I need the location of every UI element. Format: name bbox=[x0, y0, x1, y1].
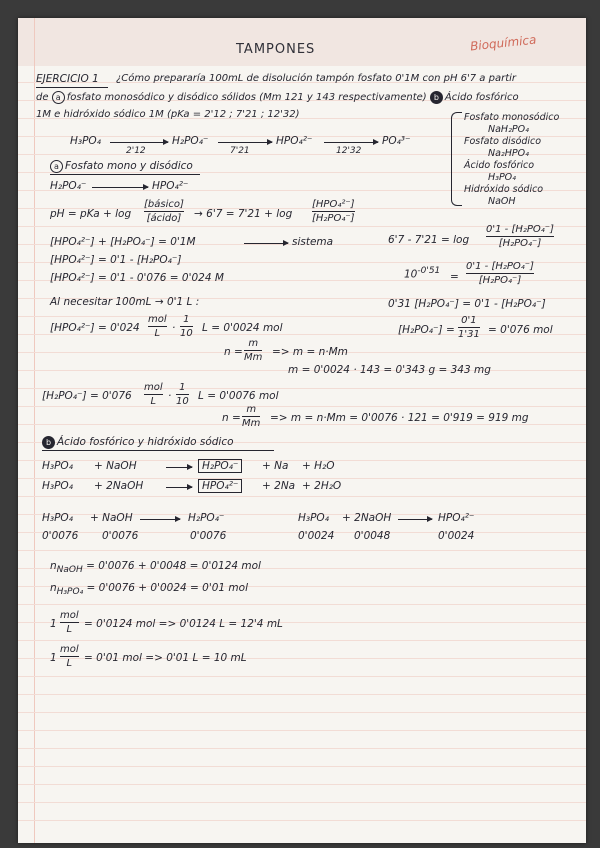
ruled-line bbox=[18, 550, 586, 551]
pka-1: 2'12 bbox=[126, 146, 146, 156]
stoich-2-val-base: 0'0048 bbox=[354, 530, 391, 542]
side-list-item: Na₂HPO₄ bbox=[488, 148, 529, 159]
sistema-arrow bbox=[244, 243, 288, 244]
stoich-1-val-base: 0'0076 bbox=[102, 530, 139, 542]
side-list-item: Hidróxido sódico bbox=[464, 184, 544, 195]
side-list-item: NaH₂PO₄ bbox=[488, 124, 529, 135]
ruled-line bbox=[18, 406, 586, 407]
stoich-1-product: H₂PO₄⁻ bbox=[188, 512, 225, 524]
reaction-2-water: + 2H₂O bbox=[302, 480, 342, 492]
stoich-2-arrow bbox=[398, 519, 432, 520]
sum-equation: [HPO₄²⁻] + [H₂PO₄⁻] = 0'1M bbox=[50, 236, 196, 248]
ruled-line bbox=[18, 388, 586, 389]
ruled-line bbox=[18, 316, 586, 317]
reaction-2-acid: H₃PO₄ bbox=[42, 480, 73, 492]
equation-a: [HPO₄²⁻] = 0'1 - [H₂PO₄⁻] bbox=[50, 254, 182, 266]
ruled-line bbox=[18, 604, 586, 605]
exercise-label: EJERCICIO 1 bbox=[36, 73, 99, 85]
hh-middle: → 6'7 = 7'21 + log bbox=[194, 208, 293, 220]
side-list-item: Fosfato monosódico bbox=[464, 112, 560, 123]
hpo4-unit-fraction: mol L bbox=[148, 314, 167, 339]
h2po4-result-left: [H₂PO₄⁻] = bbox=[398, 324, 455, 336]
side-list-brace bbox=[451, 112, 462, 206]
volume-2-right: = 0'01 mol => 0'01 L = 10 mL bbox=[84, 652, 247, 664]
exercise-underline bbox=[36, 87, 108, 88]
exponent-fraction: 0'1 - [H₂PO₄⁻] [H₂PO₄⁻] bbox=[466, 261, 534, 286]
ruled-line bbox=[18, 694, 586, 695]
part-b-marker: b bbox=[42, 436, 55, 449]
h2po4-mol-right: L = 0'0076 mol bbox=[198, 390, 279, 402]
species-h3po4: H₃PO₄ bbox=[70, 135, 101, 147]
part-a-marker: a bbox=[50, 160, 63, 173]
n-fraction-2: m Mm bbox=[242, 404, 261, 429]
statement-part-a: fosfato monosódico y disódico sólidos (Mm 121 y 143 respectivamente) bbox=[66, 92, 427, 103]
h2po4-unit-fraction: mol L bbox=[144, 382, 163, 407]
n-fraction-1: m Mm bbox=[244, 338, 263, 363]
part-a-underline bbox=[50, 174, 200, 175]
reaction-1-acid: H₃PO₄ bbox=[42, 460, 73, 472]
statement-line-1: ¿Cómo prepararía 100mL de disolución tampón fosfato 0'1M con pH 6'7 a partir bbox=[116, 73, 517, 84]
stoich-2-base: + 2NaOH bbox=[342, 512, 392, 524]
reaction-1-water: + H₂O bbox=[302, 460, 335, 472]
volume-2-fraction: mol L bbox=[60, 644, 79, 669]
ruled-line bbox=[18, 730, 586, 731]
hpo4-volume-fraction: 1 10 bbox=[180, 314, 193, 339]
reaction-a-right: HPO₄²⁻ bbox=[152, 180, 189, 192]
side-list-item: NaOH bbox=[488, 196, 516, 207]
volume-1-right: = 0'0124 mol => 0'0124 L = 12'4 mL bbox=[84, 618, 283, 630]
reaction-1-product: H₂PO₄⁻ bbox=[198, 460, 242, 472]
stoich-2-acid: H₃PO₄ bbox=[298, 512, 329, 524]
n-equation-2-left: n = bbox=[222, 412, 241, 424]
n-naoh: $n_{NaOH} = 0'0076 + 0'0048 = 0'0124$ mol bbox=[50, 560, 261, 576]
reaction-a-left: H₂PO₄⁻ bbox=[50, 180, 87, 192]
n-equation-1-right: => m = n·Mm bbox=[272, 346, 348, 358]
mass-1: m = 0'0024 · 143 = 0'343 g = 343 mg bbox=[288, 364, 491, 376]
h2po4-result-fraction: 0'1 1'31 bbox=[458, 315, 480, 340]
arrow-step-2 bbox=[218, 142, 272, 143]
ruled-line bbox=[18, 766, 586, 767]
n-equation-1-left: n = bbox=[224, 346, 243, 358]
statement-part-b: Ácido fosfórico bbox=[444, 92, 519, 103]
volume-note: Al necesitar 100mL → 0'1 L : bbox=[50, 296, 200, 308]
ruled-line bbox=[18, 712, 586, 713]
statement-de: de bbox=[36, 92, 49, 103]
ruled-line bbox=[18, 802, 586, 803]
n-equation-2-right: => m = n·Mm = 0'0076 · 121 = 0'919 = 919 mg bbox=[270, 412, 529, 424]
reaction-2-salt: + 2Na bbox=[262, 480, 296, 492]
ruled-line bbox=[18, 748, 586, 749]
reaction-a-arrow bbox=[92, 187, 148, 188]
stoich-2-product: HPO₄²⁻ bbox=[438, 512, 475, 524]
equation-b: [HPO₄²⁻] = 0'1 - 0'076 = 0'024 M bbox=[50, 272, 224, 284]
stoich-1-acid: H₃PO₄ bbox=[42, 512, 73, 524]
option-b-marker: b bbox=[430, 91, 443, 104]
subject-label: Bioquímica bbox=[469, 32, 538, 54]
log-equation-left: 6'7 - 7'21 = log bbox=[388, 234, 470, 246]
hpo4-mol-right: L = 0'0024 mol bbox=[202, 322, 283, 334]
part-a-heading: a Fosfato mono y disódico bbox=[50, 160, 193, 173]
arrow-step-3 bbox=[324, 142, 378, 143]
sistema-label: sistema bbox=[292, 236, 334, 248]
ruled-line bbox=[18, 496, 586, 497]
species-h2po4: H₂PO₄⁻ bbox=[172, 135, 209, 147]
log-fraction: 0'1 - [H₂PO₄⁻] [H₂PO₄⁻] bbox=[486, 224, 554, 249]
volume-2-left: 1 bbox=[50, 652, 57, 664]
hpo4-mol-left: [HPO₄²⁻] = 0'024 bbox=[50, 322, 140, 334]
side-list-item: H₃PO₄ bbox=[488, 172, 516, 183]
species-hpo4: HPO₄²⁻ bbox=[276, 135, 313, 147]
pka-2: 7'21 bbox=[230, 146, 250, 156]
h2po4-result-right: = 0'076 mol bbox=[488, 324, 553, 336]
stoich-1-val-acid: 0'0076 bbox=[42, 530, 79, 542]
reaction-1-salt: + Na bbox=[262, 460, 289, 472]
stoich-1-base: + NaOH bbox=[90, 512, 133, 524]
hh-fraction: [básico] [ácido] bbox=[144, 199, 184, 224]
ruled-line bbox=[18, 676, 586, 677]
exponent-equals: = bbox=[450, 271, 459, 283]
part-b-heading: b Ácido fosfórico y hidróxido sódico bbox=[42, 436, 234, 449]
arrow-step-1 bbox=[110, 142, 168, 143]
n-h3po4: $n_{H_3PO_4} = 0'0076 + 0'0024 = 0'01$ mol bbox=[50, 582, 248, 598]
exponent-base: $10^{-0'51}$ bbox=[404, 266, 441, 281]
side-list-item: Fosfato disódico bbox=[464, 136, 542, 147]
pka-3: 12'32 bbox=[336, 146, 362, 156]
hh-fraction-2: [HPO₄²⁻] [H₂PO₄⁻] bbox=[312, 199, 355, 224]
ruled-line bbox=[18, 478, 586, 479]
stoich-1-val-product: 0'0076 bbox=[190, 530, 227, 542]
h2po4-dot: · bbox=[168, 390, 172, 402]
volume-1-left: 1 bbox=[50, 618, 57, 630]
reaction-1-base: + NaOH bbox=[94, 460, 137, 472]
notebook-page bbox=[18, 18, 586, 843]
reaction-1-arrow bbox=[166, 467, 192, 468]
stoich-1-arrow bbox=[140, 519, 180, 520]
ruled-line bbox=[18, 784, 586, 785]
hpo4-dot: · bbox=[172, 322, 176, 334]
reaction-2-base: + 2NaOH bbox=[94, 480, 144, 492]
reaction-2-product: HPO₄²⁻ bbox=[198, 480, 242, 492]
margin-line bbox=[34, 18, 35, 843]
reaction-2-arrow bbox=[166, 487, 192, 488]
stoich-2-val-acid: 0'0024 bbox=[298, 530, 335, 542]
stoich-2-val-product: 0'0024 bbox=[438, 530, 475, 542]
equation-031: 0'31 [H₂PO₄⁻] = 0'1 - [H₂PO₄⁻] bbox=[388, 298, 546, 310]
part-b-underline bbox=[42, 450, 274, 451]
h2po4-volume-fraction: 1 10 bbox=[176, 382, 189, 407]
statement-line-2 bbox=[36, 91, 519, 104]
page-title: TAMPONES bbox=[236, 42, 316, 57]
ruled-line bbox=[18, 820, 586, 821]
h2po4-mol-left: [H₂PO₄⁻] = 0'076 bbox=[42, 390, 132, 402]
ruled-line bbox=[18, 640, 586, 641]
volume-1-fraction: mol L bbox=[60, 610, 79, 635]
side-list-item: Ácido fosfórico bbox=[464, 160, 535, 171]
option-a-marker: a bbox=[52, 91, 65, 104]
hh-left: pH = pKa + log bbox=[50, 208, 132, 220]
statement-line-3: 1M e hidróxido sódico 1M (pKa = 2'12 ; 7'21 ; 12'32) bbox=[36, 109, 300, 120]
species-po4: PO₄³⁻ bbox=[382, 135, 411, 147]
ruled-line bbox=[18, 424, 586, 425]
